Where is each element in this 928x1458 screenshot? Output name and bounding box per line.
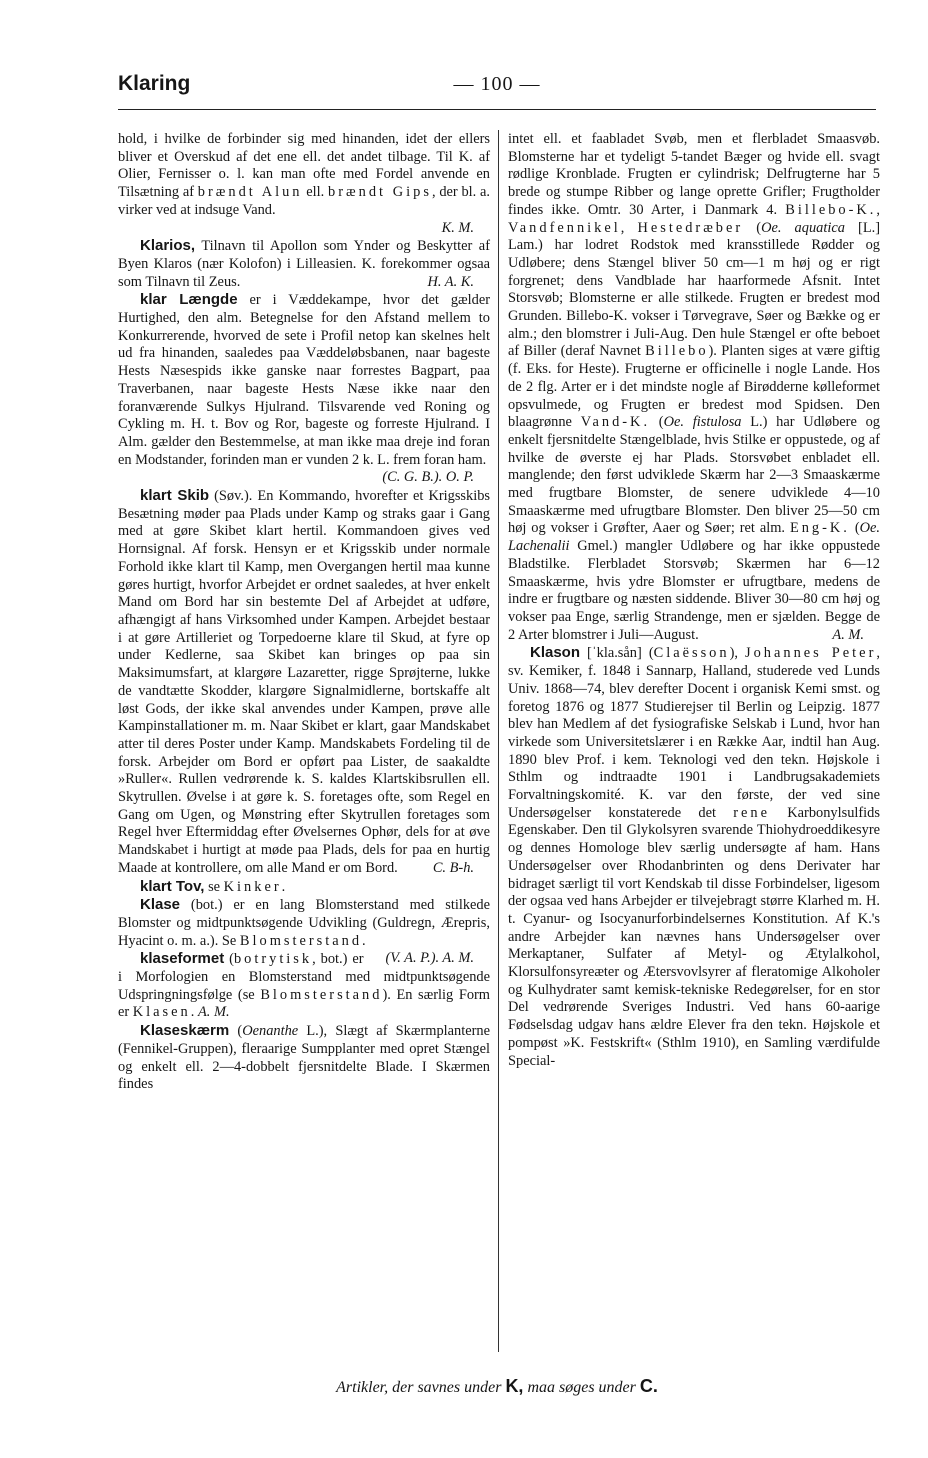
header-rule <box>118 109 876 110</box>
entry-headword: Klase <box>140 896 181 914</box>
cross-reference: Blomsterstand <box>260 986 383 1003</box>
page-number: — 100 — <box>453 73 541 95</box>
right-column <box>508 131 880 1070</box>
entry-headword: Klason <box>530 644 581 662</box>
entry-klart-tov: klart Tov, se Kinker. <box>140 877 286 895</box>
running-head <box>118 72 876 102</box>
entry-klar-laengde: klar Længde er i Væddekampe, hvor det gælder Hurtighed, den alm. Betegnelse for den Afstand mellem to Konkurrerende, hvorved de sete i Profil netop kan skelnes helt ud fra hinanden, saaledes paa Væddeløbsbanen, naar bageste Hests Næsespids ikke ganske naar forrestes Bagpart, paa Traverbanen, naar bageste Hests Næse ikke naar den foranværende Sulkys Hjulrand. Tilsvarende ved Roning og Cykling m. H. t. Bov og Ror, bageste og forreste Hjulrand. I Alm. gælder den Bestemmelse, at man ikke maa dreje ind foran en Modstander, forinden man er vunden 2 k. L. frem foran ham. (C. G. B.). O. P. <box>118 291 491 486</box>
cross-reference: Blomsterstand <box>239 932 363 949</box>
cross-reference: Klasen <box>132 1004 191 1021</box>
entry-headword: klaseformet <box>140 950 225 968</box>
author-signature: C. B-h. <box>432 859 474 876</box>
continued-paragraph: intet ell. et faabladet Svøb, men et flerbladet Smaasvøb. Blomsterne har et tydeligt 5-tandet Bæger og hvide ell. svagt rødlige Kronblade. Frugten er cylindrisk; Delfrugterne har 5 brede og stumpe Ribber og lange oprette Grifler; Frugtholder findes ikke. Omtr. 30 Arter, i Danmark 4. Billebo-K., Vandfennikel, Hestedræber (Oe. aquatica [L.] Lam.) har lodret Rodstok med kransstillede Rødder og Udløbere; dens Stængel bliver 50 cm—1 m høj og er rigt forgrenet; dens Vandblade har haarformede Afsnit. Intet Storsvøb; Blomsterne er alle stilkede. Frugten er bredest mod Grunden. Billebo-K. vokser i Tørvegrave, Søer og Bække og er alm.; den blomstrer i Juli-Aug. Den hule Stængel er ofte beboet af Biller (deraf Navnet Billebo). Planten siges at være giftig (f. Eks. for Heste). Frugterne er officinelle i nogle Lande. Hos de 2 flg. Arter er i det mindste nogle af Birødderne kølleformet opsvulmede, og Frugten er bredest mod Spidsen. Den blaagrønne Vand-K. (Oe. fistulosa L.) har Udløbere og enkelt fjersnitdelte Stængelblade, hvis Stilke er oppustede, og af hvilke de øverste ej har Plads. Storsvøbet enbladet ell. manglende; den først udviklede Skærm har 2—3 Smaaskærme med frugtbare Blomster, de senere udviklede 4—10 Smaaskærme med ufrugtbare Blomster. Den bliver 25—50 cm høj og vokser i Grøfter, Aaer og Søer; ret alm. Eng-K. (Oe. Lachenalii Gmel.) mangler Udløbere og har ikke oppustede Bladstilke. Flerbladet Storsvøb; Skærmen har 6—12 Smaaskærme, hvis ydre Blomster er ufrugtbare, medens de indre er frugtbare og næsten siddende. Bliver 30—80 cm høj og vokser paa Enge, særlig Strandenge, men er sjælden. Begge de 2 Arter blomstrer i Juli—August. A. M. <box>508 131 881 643</box>
author-signature: (V. A. P.). A. M. <box>385 950 474 967</box>
entry-klart-skib: klart Skib (Søv.). En Kommando, hvorefter et Krigsskibs Besætning møder paa Plads under Kamp og straks gaar i Gang med at gøre Skibet klart hertil. Kommandoen gives ved Hornsignal. Af forsk. Hensyn er et Krigsskib under normale Forhold ikke klart til Kamp, men Overgangen hertil maa kunne gøres hurtigt, hvorfor Arbejdet er ordnet saaledes, at hver enkelt Mand om Bord har sin bestemte Del af Arbejdet at udføre, afhængigt af hans Virksomhed under Kampen. Arbejdet bestaar i at gøre Artilleriet og Torpedoerne klare til Skud, at fyre op under Kedlerne, saa Skibet kan bringes op paa sin Maksimumsfart, at klargøre Lazaretter, rigge Sprøjterne, lukke de vandtætte Skodder, klargøre Signalmidlerne, bortskaffe alt løst Gods, der ikke skal anvendes under Kampen, prøve alle Kampinstallationer m. m. Naar Skibet er klart, gaar Mandskabet atter til deres Poster under Kamp. Mandskabets Fordeling til de forsk. Arbejder om Bord er opført paa Lister, de saakaldte »Ruller«. Rullen vedrørende k. S. kaldes Klartskibsrullen ell. Skytrullen. Øvelse i at gøre k. S. foretages ofte, som Regel en Gang om Ugen, og Mønstring efter Skytrullen foretages som Regel hver Eftermiddag efter Øvelsernes Ophør, dels for at øve Mandskabet i hurtigt at møde paa Plads, dels for paa en hurtig Maade at kontrollere, om alle Mand er om Bord. C. B-h. <box>118 487 491 876</box>
author-signature: A. M. <box>832 626 864 643</box>
head-word: Klaring <box>118 72 191 95</box>
entry-klase: Klase (bot.) er en lang Blomsterstand med stilkede Blomster og midtpunktsøgende Udvikling (Guldregn, Ærepris, Hyacint o. m. a.). Se Blomsterstand. (V. A. P.). A. M. <box>118 896 490 967</box>
column-divider <box>498 130 499 1352</box>
letter-k: K, <box>505 1376 524 1396</box>
letter-c: C. <box>639 1376 658 1396</box>
entry-klaseformet: klaseformet (botrytisk, bot.) er i Morfologien en Blomsterstand med midtpunktsøgende Udspringningsfølge (se Blomsterstand). En særlig Form er Klasen. A. M. <box>118 950 490 1021</box>
entry-headword: klar Længde <box>140 291 238 309</box>
entry-headword: klart Tov, <box>140 877 205 895</box>
footer-note: Artikler, der savnes under K, maa søges under C. <box>336 1376 658 1396</box>
entry-klarios: Klarios, Tilnavn til Apollon som Ynder og Beskytter af Byen Klaros (nær Kolofon) i Lilleasien. K. forekommer ogsaa som Tilnavn til Zeus. H. A. K. <box>118 237 490 290</box>
left-column <box>118 131 490 1094</box>
cross-reference: Kinker <box>223 878 282 895</box>
entry-klaseskaerm: Klaseskærm (Oenanthe L.), Slægt af Skærmplanterne (Fennikel-Gruppen), flerаarige Sumpplanter med opret Stængel og enkelt ell. 2—4-dobbelt fjersnitdelte Blade. I Skærmen findes <box>118 1022 490 1093</box>
author-signature: H. A. K. <box>427 273 474 290</box>
author-signature: K. M. <box>441 219 474 236</box>
entry-headword: klart Skib <box>140 487 210 505</box>
entry-headword: Klaseskærm <box>140 1022 230 1040</box>
entry-klason: Klason [ˈkla.sån] (Claësson), Johannes Peter, sv. Kemiker, f. 1848 i Sannarp, Halland, studerede ved Lunds Univ. 1868—74, blev derefter Docent i organisk Kemi smst. og foretog 1876 og 1877 Studierejser til Berlin og Leipzig. 1877 blev han Medlem af det fysiografiske Selskab i Lund, hvor han virkede som Universitetslærer i en Række Aar, indtil han Aug. 1890 blev Prof. i kem. Teknologi ved den tekn. Højskole i Sthlm og indtraadte 1901 i Landbrugsakademiets Forvaltningskomité. K. var den første, der ved sine Undersøgelser konstaterede det rene Karbonylsulfids Egenskaber. Den til Glykolsyren svarende Thiohydroeddikesyre og dennes Homologe blev særlig undersøgte af ham. Hans Undersøgelser over Rhodanbrinten og dens Derivater har bidraget særligt til vort Kendskab til disse Forbindelser, ligesom der ogsaa ved hans Arbejder er tilvejebragt større Klarhed m. H. t. Cyanur- og Isocyanurforbindelsernes Konstitution. Af K.'s andre Arbejder kan nævnes hans Undersøgelser over Merkaptaner, Sulfater af Metyl- og Ætylalkohol, Klorsulfonsyreæter og Ætersvovlsyrer af fleratomige Alkoholer og Kulhydrater samt kemisk-tekniske Redegørelser, for en stor Del vedrørende Sveriges Industri. Ved hans 60-aarige Fødselsdag udgav hans ældre Elever fra den tekn. Højskole et pompøst »K. Festskrift« (Sthlm 1910), en Samling værdifulde Special- <box>508 644 880 1069</box>
continued-paragraph: hold, i hvilke de forbinder sig med hinanden, idet der ellers bliver et Overskud af det ene ell. det andet tilbage. Til K. af Olier, Fernisser o. l. kan man ofte med Fordel anvende en Tilsætning af brændt Alun ell. brændt Gips, der bl. a. virker ved at indsuge Vand. K. M. <box>118 131 491 236</box>
author-signature: (C. G. B.). O. P. <box>382 469 474 486</box>
entry-headword: Klarios, <box>140 237 196 255</box>
author-signature: A. M. <box>197 1004 230 1021</box>
